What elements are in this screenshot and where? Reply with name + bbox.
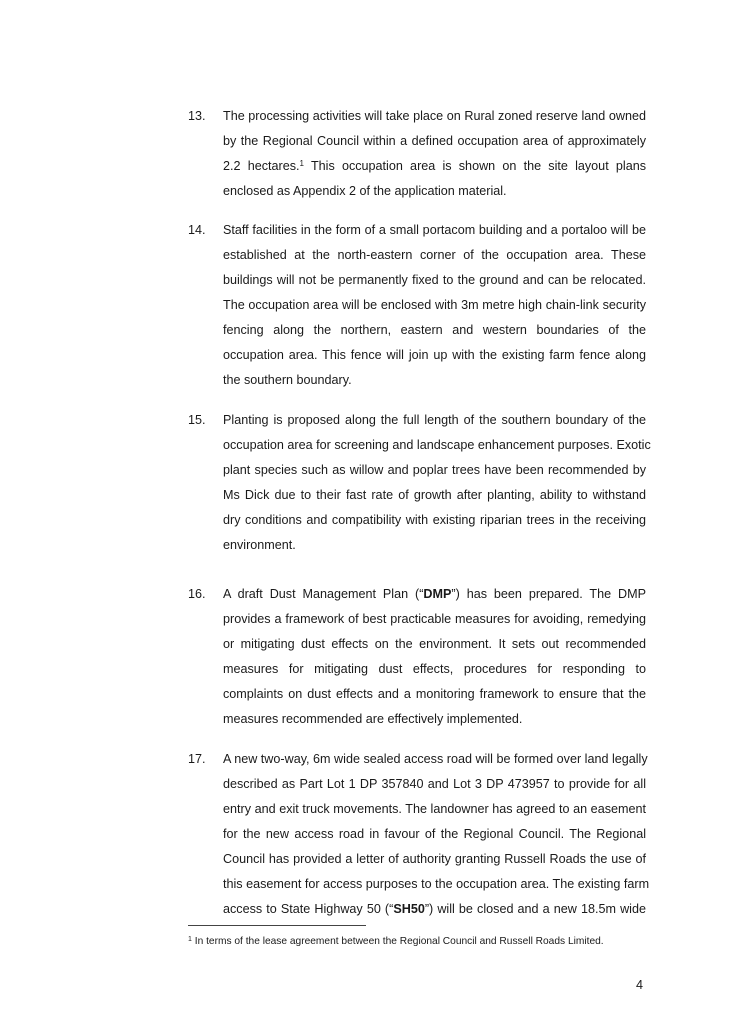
paragraph-15	[188, 408, 651, 558]
line-segment: ”) has been prepared. The DMP	[451, 587, 646, 601]
paragraph-body	[223, 747, 650, 922]
footnote	[188, 935, 604, 948]
footnote-reference[interactable]: 1	[299, 159, 304, 168]
line-segment: 2.2 hectares.	[223, 159, 300, 173]
paragraph-body	[223, 218, 646, 393]
paragraph-line: occupation area for screening and landscape enhancement purposes. Exotic	[223, 438, 651, 452]
line-segment: This occupation area is shown on the site layout plans	[310, 159, 646, 173]
paragraph-line: measures recommended are effectively implemented.	[223, 712, 523, 726]
paragraph-line: described as Part Lot 1 DP 357840 and Lot 3 DP 473957 to provide for all	[223, 777, 646, 791]
paragraph-line: The occupation area will be enclosed with 3m metre high chain-link security	[223, 298, 646, 312]
paragraph-number: 15.	[188, 413, 206, 427]
paragraph-body	[223, 582, 646, 732]
page-number: 4	[636, 978, 644, 992]
paragraph-line: the southern boundary.	[223, 373, 352, 387]
paragraph-line: The processing activities will take place on Rural zoned reserve land owned	[223, 109, 646, 123]
paragraph-line: measures for mitigating dust effects, procedures for responding to	[223, 662, 646, 676]
paragraph-line: environment.	[223, 538, 296, 552]
paragraph-line: entry and exit truck movements. The landowner has agreed to an easement	[223, 802, 646, 816]
paragraph-line: established at the north-eastern corner of the occupation area. These	[223, 248, 646, 262]
paragraph-13	[188, 104, 646, 204]
paragraph-line: A new two-way, 6m wide sealed access road will be formed over land legally	[223, 752, 648, 766]
paragraph-17	[188, 747, 650, 922]
paragraph-number: 17.	[188, 752, 206, 766]
footnote-separator	[188, 925, 366, 926]
defined-term: DMP	[423, 587, 452, 601]
paragraph-body	[223, 104, 646, 204]
paragraph-line: for the new access road in favour of the Regional Council. The Regional	[223, 827, 646, 841]
paragraph-number: 16.	[188, 587, 206, 601]
paragraph-line	[223, 582, 646, 607]
paragraph-line: Council has provided a letter of authority granting Russell Roads the use of	[223, 852, 646, 866]
line-segment: A draft Dust Management Plan (“	[223, 587, 424, 601]
paragraph-line: provides a framework of best practicable measures for avoiding, remedying	[223, 612, 646, 626]
paragraph-line: buildings will not be permanently fixed to the ground and can be relocated.	[223, 273, 646, 287]
footnote-text: In terms of the lease agreement between the Regional Council and Russell Roads Limited.	[194, 936, 604, 947]
paragraph-number: 14.	[188, 223, 206, 237]
paragraph-line: plant species such as willow and poplar trees have been recommended by	[223, 463, 646, 477]
paragraph-line	[223, 897, 646, 922]
paragraph-line: fencing along the northern, eastern and western boundaries of the	[223, 323, 646, 337]
paragraph-number: 13.	[188, 109, 206, 123]
paragraph-line: dry conditions and compatibility with existing riparian trees in the receiving	[223, 513, 646, 527]
paragraph-14	[188, 218, 646, 393]
paragraph-line: complaints on dust effects and a monitoring framework to ensure that the	[223, 687, 646, 701]
line-segment: ”) will be closed and a new 18.5m wide	[424, 902, 646, 916]
paragraph-line: Planting is proposed along the full length of the southern boundary of the	[223, 413, 646, 427]
footnote-marker: 1	[188, 936, 192, 943]
paragraph-line: Staff facilities in the form of a small portacom building and a portaloo will be	[223, 223, 646, 237]
paragraph-body	[223, 408, 651, 558]
line-segment: access to State Highway 50 (“	[223, 902, 394, 916]
paragraph-line: or mitigating dust effects on the environment. It sets out recommended	[223, 637, 646, 651]
paragraph-16	[188, 582, 646, 732]
paragraph-line: this easement for access purposes to the occupation area. The existing farm	[223, 877, 650, 891]
defined-term: SH50	[393, 902, 425, 916]
paragraph-line: Ms Dick due to their fast rate of growth after planting, ability to withstand	[223, 488, 646, 502]
paragraph-line: occupation area. This fence will join up with the existing farm fence along	[223, 348, 646, 362]
paragraph-line: by the Regional Council within a defined occupation area of approximately	[223, 134, 646, 148]
paragraph-line	[223, 154, 646, 179]
paragraph-line: enclosed as Appendix 2 of the application material.	[223, 184, 507, 198]
